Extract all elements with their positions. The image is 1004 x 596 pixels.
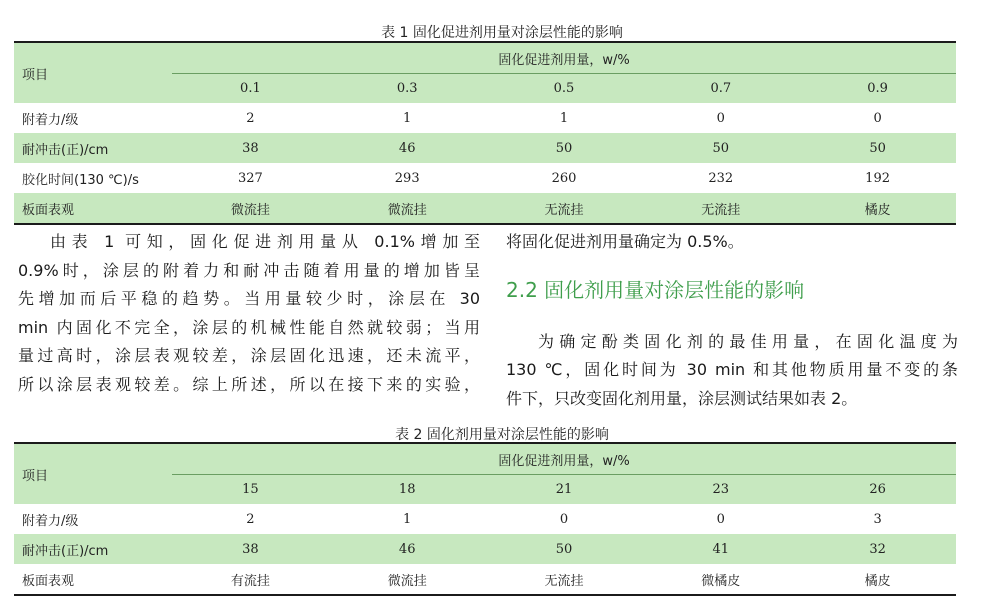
- table-cell: 192: [865, 170, 890, 186]
- table-cell: 2: [246, 511, 255, 527]
- table-cell: 1: [403, 110, 412, 126]
- table-cell: 无流挂: [486, 193, 643, 224]
- table2-group-header: 固化促进剂用量，w/%: [172, 443, 956, 475]
- paragraph-line: 0.9%时，涂层的附着力和耐冲击随着用量的增加皆呈: [18, 260, 480, 280]
- table-cell: 38: [172, 534, 329, 564]
- table-cell: 0: [716, 511, 725, 527]
- table-cell: 橘皮: [799, 193, 956, 224]
- paragraph-continuation: 将固化促进剂用量确定为 0.5%。: [506, 232, 744, 251]
- table-cell: 260: [551, 170, 577, 186]
- table-row: [14, 504, 956, 534]
- paragraph-line: 件下，只改变固化剂用量，涂层测试结果如表 2。: [506, 388, 858, 408]
- table-cell: 3: [873, 511, 882, 527]
- table2-row-header-label: 项目: [14, 443, 172, 504]
- row-label: 附着力/级: [22, 112, 79, 128]
- table2-col-header: 15: [172, 475, 329, 505]
- row-label: 附着力/级: [22, 513, 79, 529]
- table1-header-row: [14, 42, 956, 74]
- table1-col-header: 0.5: [486, 74, 643, 104]
- table-cell: 0: [716, 110, 725, 126]
- table-cell: 46: [329, 133, 486, 163]
- table-row: [14, 103, 956, 133]
- left-paragraph: [18, 228, 480, 399]
- table-cell: 有流挂: [172, 564, 329, 595]
- table-cell: 2: [246, 110, 255, 126]
- table-cell: 41: [642, 534, 799, 564]
- table2-col-header: 18: [329, 475, 486, 505]
- table-cell: 50: [486, 133, 643, 163]
- table-cell: 46: [329, 534, 486, 564]
- table-cell: 32: [799, 534, 956, 564]
- table2-col-header: 23: [642, 475, 799, 505]
- table1-group-header: 固化促进剂用量，w/%: [172, 42, 956, 74]
- table-cell: 50: [799, 133, 956, 163]
- paragraph-line: 由表 1 可知，固化促进剂用量从 0.1%增加至: [50, 232, 480, 251]
- paragraph-line: min 内固化不完全，涂层的机械性能自然就较弱；当用: [18, 317, 480, 337]
- table-row: [14, 534, 956, 564]
- table-cell: 无流挂: [486, 564, 643, 595]
- paragraph-line: 所以涂层表观较差。综上所述，所以在接下来的实验，: [18, 374, 480, 394]
- table-cell: 232: [708, 170, 734, 186]
- table1-col-header: 0.3: [329, 74, 486, 104]
- table-cell: 50: [642, 133, 799, 163]
- table-cell: 0: [559, 511, 569, 527]
- table2: [14, 442, 956, 596]
- row-label: 耐冲击(正)/cm: [14, 534, 172, 564]
- table2-col-header: 21: [486, 475, 643, 505]
- row-label: 耐冲击(正)/cm: [14, 133, 172, 163]
- table-cell: 微流挂: [329, 564, 486, 595]
- table1-row-header-label: 项目: [14, 42, 172, 103]
- table1-col-header: 0.1: [172, 74, 329, 104]
- paragraph-line: 先增加而后平稳的趋势。当用量较少时，涂层在 30: [18, 289, 480, 308]
- paragraph-line: 130 ℃，固化时间为 30 min 和其他物质用量不变的条: [506, 360, 958, 379]
- table-cell: 0: [873, 110, 882, 126]
- row-label: 板面表观: [14, 564, 172, 595]
- table-row: [14, 133, 956, 163]
- table2-col-header: 26: [799, 475, 956, 505]
- table-row: [14, 564, 956, 595]
- table-row: [14, 163, 956, 193]
- table-cell: 橘皮: [799, 564, 956, 595]
- table-cell: 1: [559, 110, 569, 126]
- right-column: [506, 228, 958, 413]
- paragraph-line: 量过高时，涂层表观较差，涂层固化迅速，还未流平，: [18, 346, 480, 365]
- table-cell: 无流挂: [642, 193, 799, 224]
- table-cell: 微橘皮: [642, 564, 799, 595]
- table1: [14, 41, 956, 225]
- table1-col-header: 0.9: [799, 74, 956, 104]
- table-cell: 327: [237, 170, 263, 186]
- table-row: [14, 193, 956, 224]
- table1-caption: 表 1 固化促进剂用量对涂层性能的影响: [381, 25, 623, 41]
- table-cell: 38: [172, 133, 329, 163]
- table1-col-header: 0.7: [642, 74, 799, 104]
- table-cell: 293: [394, 170, 420, 186]
- table-cell: 50: [486, 534, 643, 564]
- table-cell: 微流挂: [329, 193, 486, 224]
- row-label: 板面表观: [14, 193, 172, 224]
- section-heading: 2.2 固化剂用量对涂层性能的影响: [506, 277, 805, 302]
- table-cell: 1: [403, 511, 412, 527]
- row-label: 胶化时间(130 ℃)/s: [22, 172, 139, 188]
- table2-caption: 表 2 固化剂用量对涂层性能的影响: [395, 427, 609, 443]
- table-cell: 微流挂: [172, 193, 329, 224]
- table2-header-row: [14, 443, 956, 475]
- paragraph-line: 为确定酚类固化剂的最佳用量，在固化温度为: [538, 331, 958, 351]
